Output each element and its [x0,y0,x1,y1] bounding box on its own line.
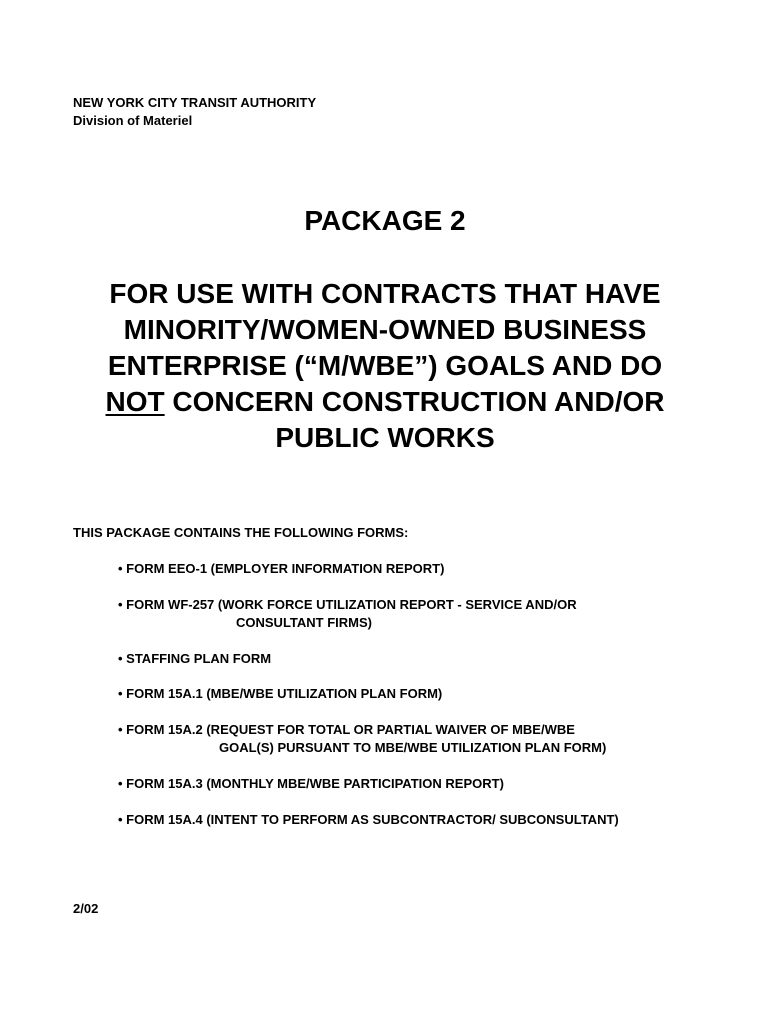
description-line-3: ENTERPRISE (“M/WBE”) GOALS AND DO [107,350,663,381]
forms-list-heading: THIS PACKAGE CONTAINS THE FOLLOWING FORMS: [73,525,409,540]
form-item-label: • FORM 15A.2 (REQUEST FOR TOTAL OR PARTIAL WAIVER OF MBE/WBE [118,722,575,737]
form-item-label: • FORM EEO-1 (EMPLOYER INFORMATION REPORT) [118,561,445,576]
form-item-15a-3 [118,775,504,793]
description-line-4-rest: CONCERN CONSTRUCTION AND/OR [164,386,665,417]
form-item-continuation: GOAL(S) PURSUANT TO MBE/WBE UTILIZATION PLAN FORM) [219,740,607,755]
description-line-5: PUBLIC WORKS [275,422,495,453]
form-item-label: • FORM 15A.3 (MONTHLY MBE/WBE PARTICIPATION REPORT) [118,776,504,791]
form-item-15a-2 [118,721,606,757]
form-item-15a-1 [118,685,442,703]
form-item-eeo-1 [118,560,444,578]
form-item-label: • FORM WF-257 (WORK FORCE UTILIZATION REPORT - SERVICE AND/OR [118,597,577,612]
organization-name: NEW YORK CITY TRANSIT AUTHORITY [73,95,317,110]
revision-date: 2/02 [73,901,99,916]
package-description [60,276,710,456]
description-line-4 [60,384,710,420]
form-item-label: • FORM 15A.4 (INTENT TO PERFORM AS SUBCONTRACTOR/ SUBCONSULTANT) [118,812,619,827]
package-title: PACKAGE 2 [304,205,466,236]
form-item-wf-257 [118,596,577,632]
form-item-label: • STAFFING PLAN FORM [118,651,272,666]
form-item-staffing-plan [118,650,271,668]
description-line-2: MINORITY/WOMEN-OWNED BUSINESS [123,314,647,345]
division-name: Division of Materiel [73,113,193,128]
form-item-continuation: CONSULTANT FIRMS) [236,615,372,630]
form-item-15a-4 [118,811,619,829]
underlined-not: NOT [105,386,165,417]
document-header [73,94,316,130]
form-item-label: • FORM 15A.1 (MBE/WBE UTILIZATION PLAN FORM) [118,686,443,701]
description-line-1: FOR USE WITH CONTRACTS THAT HAVE [109,278,661,309]
